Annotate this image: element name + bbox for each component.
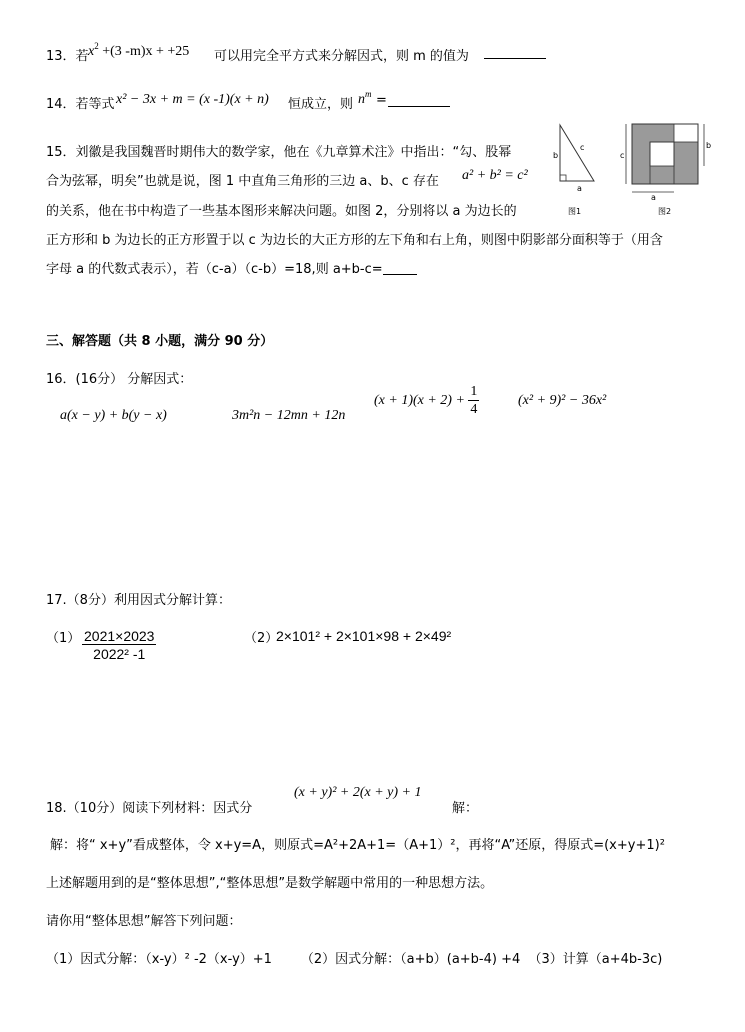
q15-line3: 的关系，他在书中构造了一些基本图形来解决问题。如图 2，分别将以 a 为边长的 <box>46 204 517 219</box>
q17-part-1-label: （1） <box>46 631 81 646</box>
q18-jie: 解： <box>452 801 479 816</box>
figure-2-label-b: b <box>706 141 712 150</box>
figure-1-label-a: a <box>577 184 582 193</box>
figure-1-caption: 图1 <box>568 207 582 216</box>
q16-expression-4: (x² + 9)² − 36x² <box>518 393 607 408</box>
q17-part-2-label: （2） <box>244 631 279 646</box>
section-3-heading: 三、解答题（共 8 小题，满分 90 分） <box>46 334 274 349</box>
q15-line4: 正方形和 b 为边长的正方形置于以 c 为边长的大正方形的左下角和右上角，则图中阴影部分面积等于（用含 <box>46 233 663 248</box>
q14-equals: = <box>376 93 387 108</box>
q18-solution: 解：将“ x+y”看成整体，令 x+y=A，则原式=A²+2A+1=（A+1）²，再将“A”还原，得原式=(x+y+1)² <box>50 838 665 853</box>
figure-1-label-b: b <box>553 151 559 160</box>
q14-expression: x² − 3x + m = (x -1)(x + n) <box>116 92 269 107</box>
q14-power: $n^m$ <box>358 89 372 107</box>
figure-1-right-triangle <box>550 118 606 220</box>
q15-line5: 字母 a 的代数式表示），若（c-a）（c-b）=18,则 a+b-c= <box>46 258 417 277</box>
q16-expression-2: 3m²n − 12mn + 12n <box>232 408 346 423</box>
q18-ask: 请你用“整体思想”解答下列问题： <box>46 914 242 929</box>
q15-line2: 合为弦幂，明矣”也就是说，图 1 中直角三角形的三边 a、b、c 存在 <box>46 174 439 189</box>
q13-number: 13．若 <box>46 49 89 64</box>
q13-text: 可以用完全平方式来分解因式，则 m 的值为 <box>214 49 469 64</box>
q14-text: 恒成立，则 <box>288 97 354 112</box>
q16-expression-3: (x + 1)(x + 2) + $\frac{1}{4}$ <box>374 384 478 417</box>
figure-2-squares <box>612 118 716 220</box>
q13-expression: $x^2 +(3$ -m)x + +25 <box>88 41 190 59</box>
q18-expression: (x + y)² + 2(x + y) + 1 <box>294 785 422 800</box>
q17-part-2-expression: 2×101² + 2×101×98 + 2×49² <box>276 628 452 644</box>
q16-expression-1: a(x − y) + b(y − x) <box>60 408 167 423</box>
figure-1-label-c: c <box>580 143 585 152</box>
q13-answer-blank[interactable] <box>484 46 546 59</box>
q17-title: 17.（8分）利用因式分解计算： <box>46 593 231 608</box>
q14-number: 14．若等式 <box>46 97 115 112</box>
figure-2-label-a: a <box>651 193 656 202</box>
q15-line1: 15．刘徽是我国魏晋时期伟大的数学家，他在《九章算术注》中指出：“勾、股幂 <box>46 145 512 160</box>
q18-note: 上述解题用到的是“整体思想”,“整体思想”是数学解题中常用的一种思想方法。 <box>46 876 494 891</box>
figure-2-label-c: c <box>620 151 625 160</box>
q15-answer-blank[interactable] <box>383 262 417 275</box>
q16-title: 16．(16分） 分解因式： <box>46 372 193 387</box>
figure-2-caption: 图2 <box>658 207 672 216</box>
q14-answer-blank[interactable] <box>388 94 450 107</box>
q15-formula: a² + b² = c² <box>462 168 528 183</box>
q18-parts: （1）因式分解：（x-y）² -2（x-y）+1 （2）因式分解：（a+b）(a+b-4) +4 （3）计算（a+4b-3c) <box>46 952 663 967</box>
q17-part-1-fraction: $\frac{2021\times 2023}{\text{2022² -1}}$ <box>84 628 155 662</box>
q18-title: 18.（10分）阅读下列材料：因式分 <box>46 801 253 816</box>
